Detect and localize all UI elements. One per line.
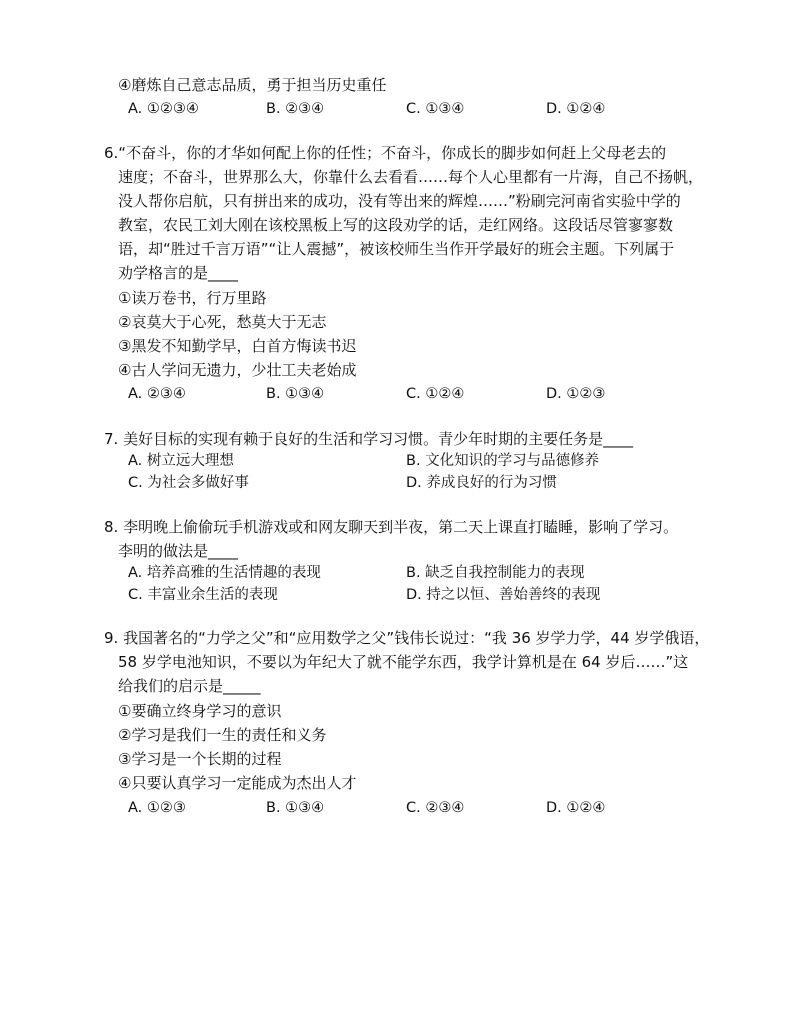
q6-stem-line-1: 6.“不奋斗，你的才华如何配上你的任性；不奋斗，你成长的脚步如何赶上父母老去的 [104, 144, 667, 162]
q9-options [128, 797, 688, 819]
q8-option-c[interactable]: C. 丰富业余生活的表现 [128, 587, 278, 603]
q6-option-d[interactable]: D. ①②③ [546, 386, 606, 402]
q8-option-a[interactable]: A. 培养高雅的生活情趣的表现 [128, 565, 321, 581]
q9-statement-1: ①要确立终身学习的意识 [118, 702, 282, 720]
q9-statement-3: ③学习是一个长期的过程 [118, 750, 282, 768]
q6-option-a[interactable]: A. ②③④ [128, 386, 186, 402]
q5-option-a[interactable]: A. ①②③④ [128, 101, 199, 117]
q7-options-row-2 [128, 472, 688, 494]
q9-stem-line-3: 给我们的启示是_____ [118, 677, 261, 695]
q8-options-row-1 [128, 562, 688, 584]
q5-option-b[interactable]: B. ②③④ [266, 101, 325, 117]
q8-option-d[interactable]: D. 持之以恒、善始善终的表现 [406, 587, 601, 603]
q7-options-row-1 [128, 450, 688, 472]
q9-option-c[interactable]: C. ②③④ [406, 800, 465, 816]
q9-statement-4: ④只要认真学习一定能成为杰出人才 [118, 774, 357, 792]
q6-stem-line-4: 教室，农民工刘大刚在该校黑板上写的这段劝学的话，走红网络。这段话尽管寥寥数 [118, 216, 674, 234]
q8-stem-line-1: 8. 李明晚上偷偷玩手机游戏或和网友聊天到半夜，第二天上课直打瞌睡，影响了学习。 [104, 518, 679, 536]
q7-option-a[interactable]: A. 树立远大理想 [128, 453, 234, 469]
q8-option-b[interactable]: B. 缺乏自我控制能力的表现 [406, 565, 585, 581]
q5-statement-4: ④磨炼自己意志品质，勇于担当历史重任 [118, 76, 387, 94]
q6-stem-line-6: 劝学格言的是____ [118, 264, 239, 282]
q6-statement-2: ②哀莫大于心死，愁莫大于无志 [118, 313, 327, 331]
q6-options [128, 383, 688, 405]
q7-option-c[interactable]: C. 为社会多做好事 [128, 475, 249, 491]
q9-option-b[interactable]: B. ①③④ [266, 800, 325, 816]
q5-option-d[interactable]: D. ①②④ [546, 101, 606, 117]
q9-statement-2: ②学习是我们一生的责任和义务 [118, 726, 327, 744]
q9-option-d[interactable]: D. ①②④ [546, 800, 606, 816]
q9-stem-line-2: 58 岁学电池知识，不要以为年纪大了就不能学东西，我学计算机是在 64 岁后……”这 [118, 653, 689, 671]
q5-options [128, 98, 688, 120]
q7-stem: 7. 美好目标的实现有赖于良好的生活和学习习惯。青少年时期的主要任务是____ [104, 430, 634, 448]
q8-stem-line-2: 李明的做法是____ [118, 542, 239, 560]
q9-stem-line-1: 9. 我国著名的“力学之父”和“应用数学之父”钱伟长说过：“我 36 岁学力学，44 岁学俄语， [104, 629, 710, 647]
q7-option-b[interactable]: B. 文化知识的学习与品德修养 [406, 453, 600, 469]
q6-stem-line-2: 速度；不奋斗，世界那么大，你靠什么去看看……每个人心里都有一片海，自己不扬帆， [118, 168, 704, 186]
q9-option-a[interactable]: A. ①②③ [128, 800, 186, 816]
q6-stem-line-5: 语，却“胜过千言万语”“让人震撼”，被该校师生当作开学最好的班会主题。下列属于 [118, 240, 675, 258]
q6-option-c[interactable]: C. ①②④ [406, 386, 465, 402]
q8-options-row-2 [128, 584, 688, 606]
q6-option-b[interactable]: B. ①③④ [266, 386, 325, 402]
q6-stem-line-3: 没人帮你启航，只有拼出来的成功，没有等出来的辉煌……”粉刷完河南省实验中学的 [118, 192, 681, 210]
q6-statement-3: ③黑发不知勤学早，白首方悔读书迟 [118, 337, 357, 355]
q5-option-c[interactable]: C. ①③④ [406, 101, 465, 117]
q6-statement-1: ①读万卷书，行万里路 [118, 289, 267, 307]
q7-option-d[interactable]: D. 养成良好的行为习惯 [406, 475, 557, 491]
q6-statement-4: ④古人学问无遗力，少壮工夫老始成 [118, 361, 357, 379]
